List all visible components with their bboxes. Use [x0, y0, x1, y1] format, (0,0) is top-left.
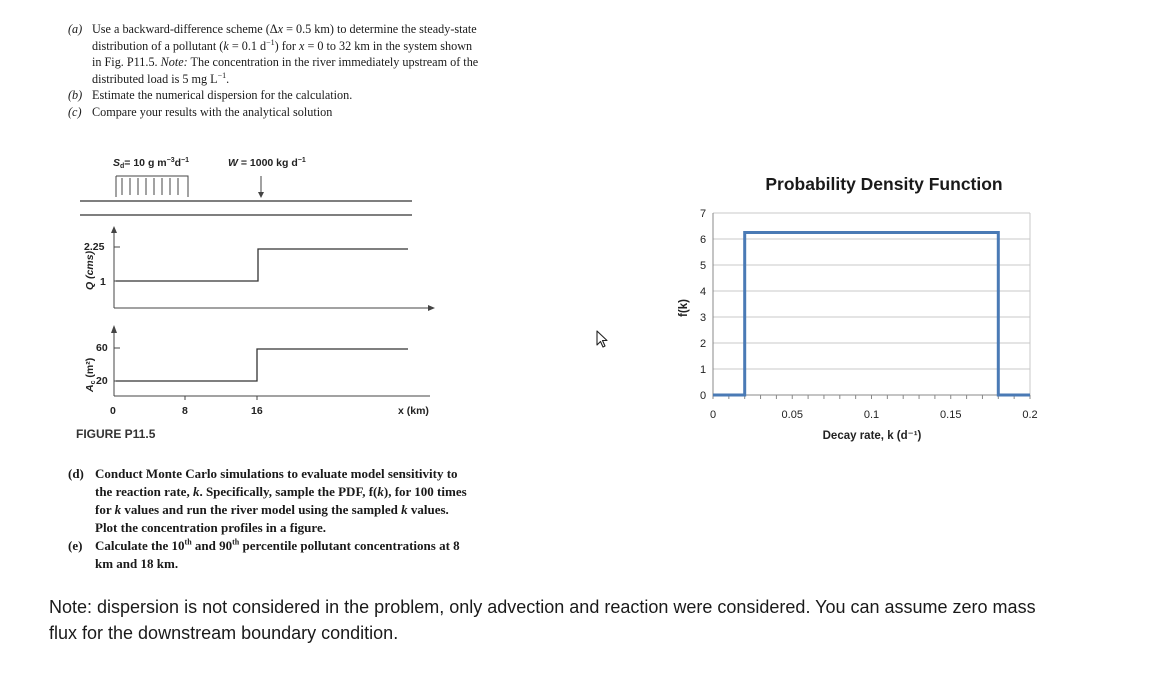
chart-y-tick-label: 7	[699, 208, 707, 220]
chart-y-label: f(k)	[678, 299, 690, 317]
chart-y-tick-label: 4	[699, 286, 707, 298]
x-tick-8: 8	[182, 405, 188, 417]
chart-y-tick-label: 1	[699, 364, 707, 376]
question-d-line-1: Conduct Monte Carlo simulations to evaluate model sensitivity to	[95, 466, 458, 481]
area-axis-label: Ac (m²)	[84, 357, 97, 392]
item-label-b: (b)	[68, 88, 83, 102]
chart-x-tick-label: 0.05	[781, 409, 803, 421]
area-tick-high: 60	[96, 342, 108, 354]
question-d	[68, 465, 538, 537]
chart-gridlines	[713, 213, 1030, 395]
item-label-e: (e)	[68, 538, 83, 553]
note-line-2: flux for the downstream boundary condition.	[49, 623, 399, 643]
question-e-line-2: km and 18 km.	[95, 556, 179, 571]
question-e	[68, 537, 538, 573]
chart-x-tick-label: 0.1	[863, 409, 880, 421]
note	[49, 594, 1164, 646]
flow-tick-high: 2.25	[84, 241, 105, 253]
questions	[68, 465, 538, 573]
point-load-arrow	[258, 176, 264, 198]
flow-panel	[84, 226, 435, 311]
distributed-load-arrows	[116, 176, 188, 197]
x-tick-0: 0	[110, 405, 116, 417]
chart-y-tick-label: 2	[699, 338, 707, 350]
pdf-series-line	[713, 233, 1030, 396]
chart-x-tick-label: 0.2	[1022, 409, 1038, 421]
item-label-d: (d)	[68, 466, 84, 481]
mouse-cursor-icon	[596, 330, 612, 350]
flow-step-line	[116, 249, 408, 281]
point-load-label: W = 1000 kg $d^{-1}$	[228, 157, 306, 169]
chart-x-ticks	[710, 395, 1038, 421]
distributed-load-label: Sd= 10 g $m^{-3}d^{-1}$	[113, 157, 190, 170]
item-label-c: (c)	[68, 104, 82, 119]
pdf-chart	[660, 165, 1060, 455]
chart-x-tick-label: 0.15	[940, 409, 962, 421]
problem-a-line-1: Use a backward-difference scheme (Δx = 0.5 km) to determine the steady-state	[92, 22, 477, 36]
chart-x-tick-label: 0	[709, 409, 717, 421]
note-line-1: Note: dispersion is not considered in the problem, only advection and reaction were considered. You can assume zero mass	[49, 597, 1036, 617]
flow-tick-low: 1	[100, 276, 106, 288]
question-d-line-2: the reaction rate, k. Specifically, sample the PDF, f(k), for 100 times	[95, 484, 467, 499]
figure-p11-5	[0, 0, 460, 460]
chart-y-tick-label: 0	[699, 390, 707, 402]
question-e-line-1: Calculate the 10th and 90th percentile pollutant concentrations at 8	[95, 537, 460, 553]
problem-a-line-3: in Fig. P11.5. Note: The concentration in the river immediately upstream of the	[92, 55, 479, 69]
problem-b-text: Estimate the numerical dispersion for the calculation.	[92, 88, 353, 102]
area-panel	[84, 325, 430, 400]
chart-series	[713, 233, 1030, 396]
chart-y-tick-label: 5	[699, 260, 707, 272]
problem-c-text: Compare your results with the analytical solution	[92, 104, 333, 119]
question-d-line-3: for k values and run the river model using the sampled k values.	[95, 502, 449, 517]
flow-axis-label: Q (cms)	[84, 250, 96, 290]
area-step-line	[116, 349, 408, 381]
problem-a-line-2: distribution of a pollutant (k = 0.1 $d^{-1}$) for x = 0 to 32 km in the system shown	[92, 37, 473, 53]
item-label-a: (a)	[68, 22, 83, 36]
chart-y-tick-label: 6	[699, 234, 707, 246]
chart-y-tick-label: 3	[699, 312, 707, 324]
figure-caption: FIGURE P11.5	[76, 427, 156, 441]
x-tick-16: 16	[251, 405, 263, 417]
problem-a-line-4: distributed load is 5 mg $L^{-1}$.	[92, 70, 230, 86]
chart-title: Probability Density Function	[765, 174, 1003, 194]
question-d-line-4: Plot the concentration profiles in a figure.	[95, 520, 326, 535]
x-axis-label: x (km)	[398, 405, 429, 417]
chart-x-label: Decay rate, k (d⁻¹)	[822, 430, 922, 442]
area-tick-low: 20	[96, 375, 108, 387]
chart-y-ticks	[700, 208, 706, 402]
